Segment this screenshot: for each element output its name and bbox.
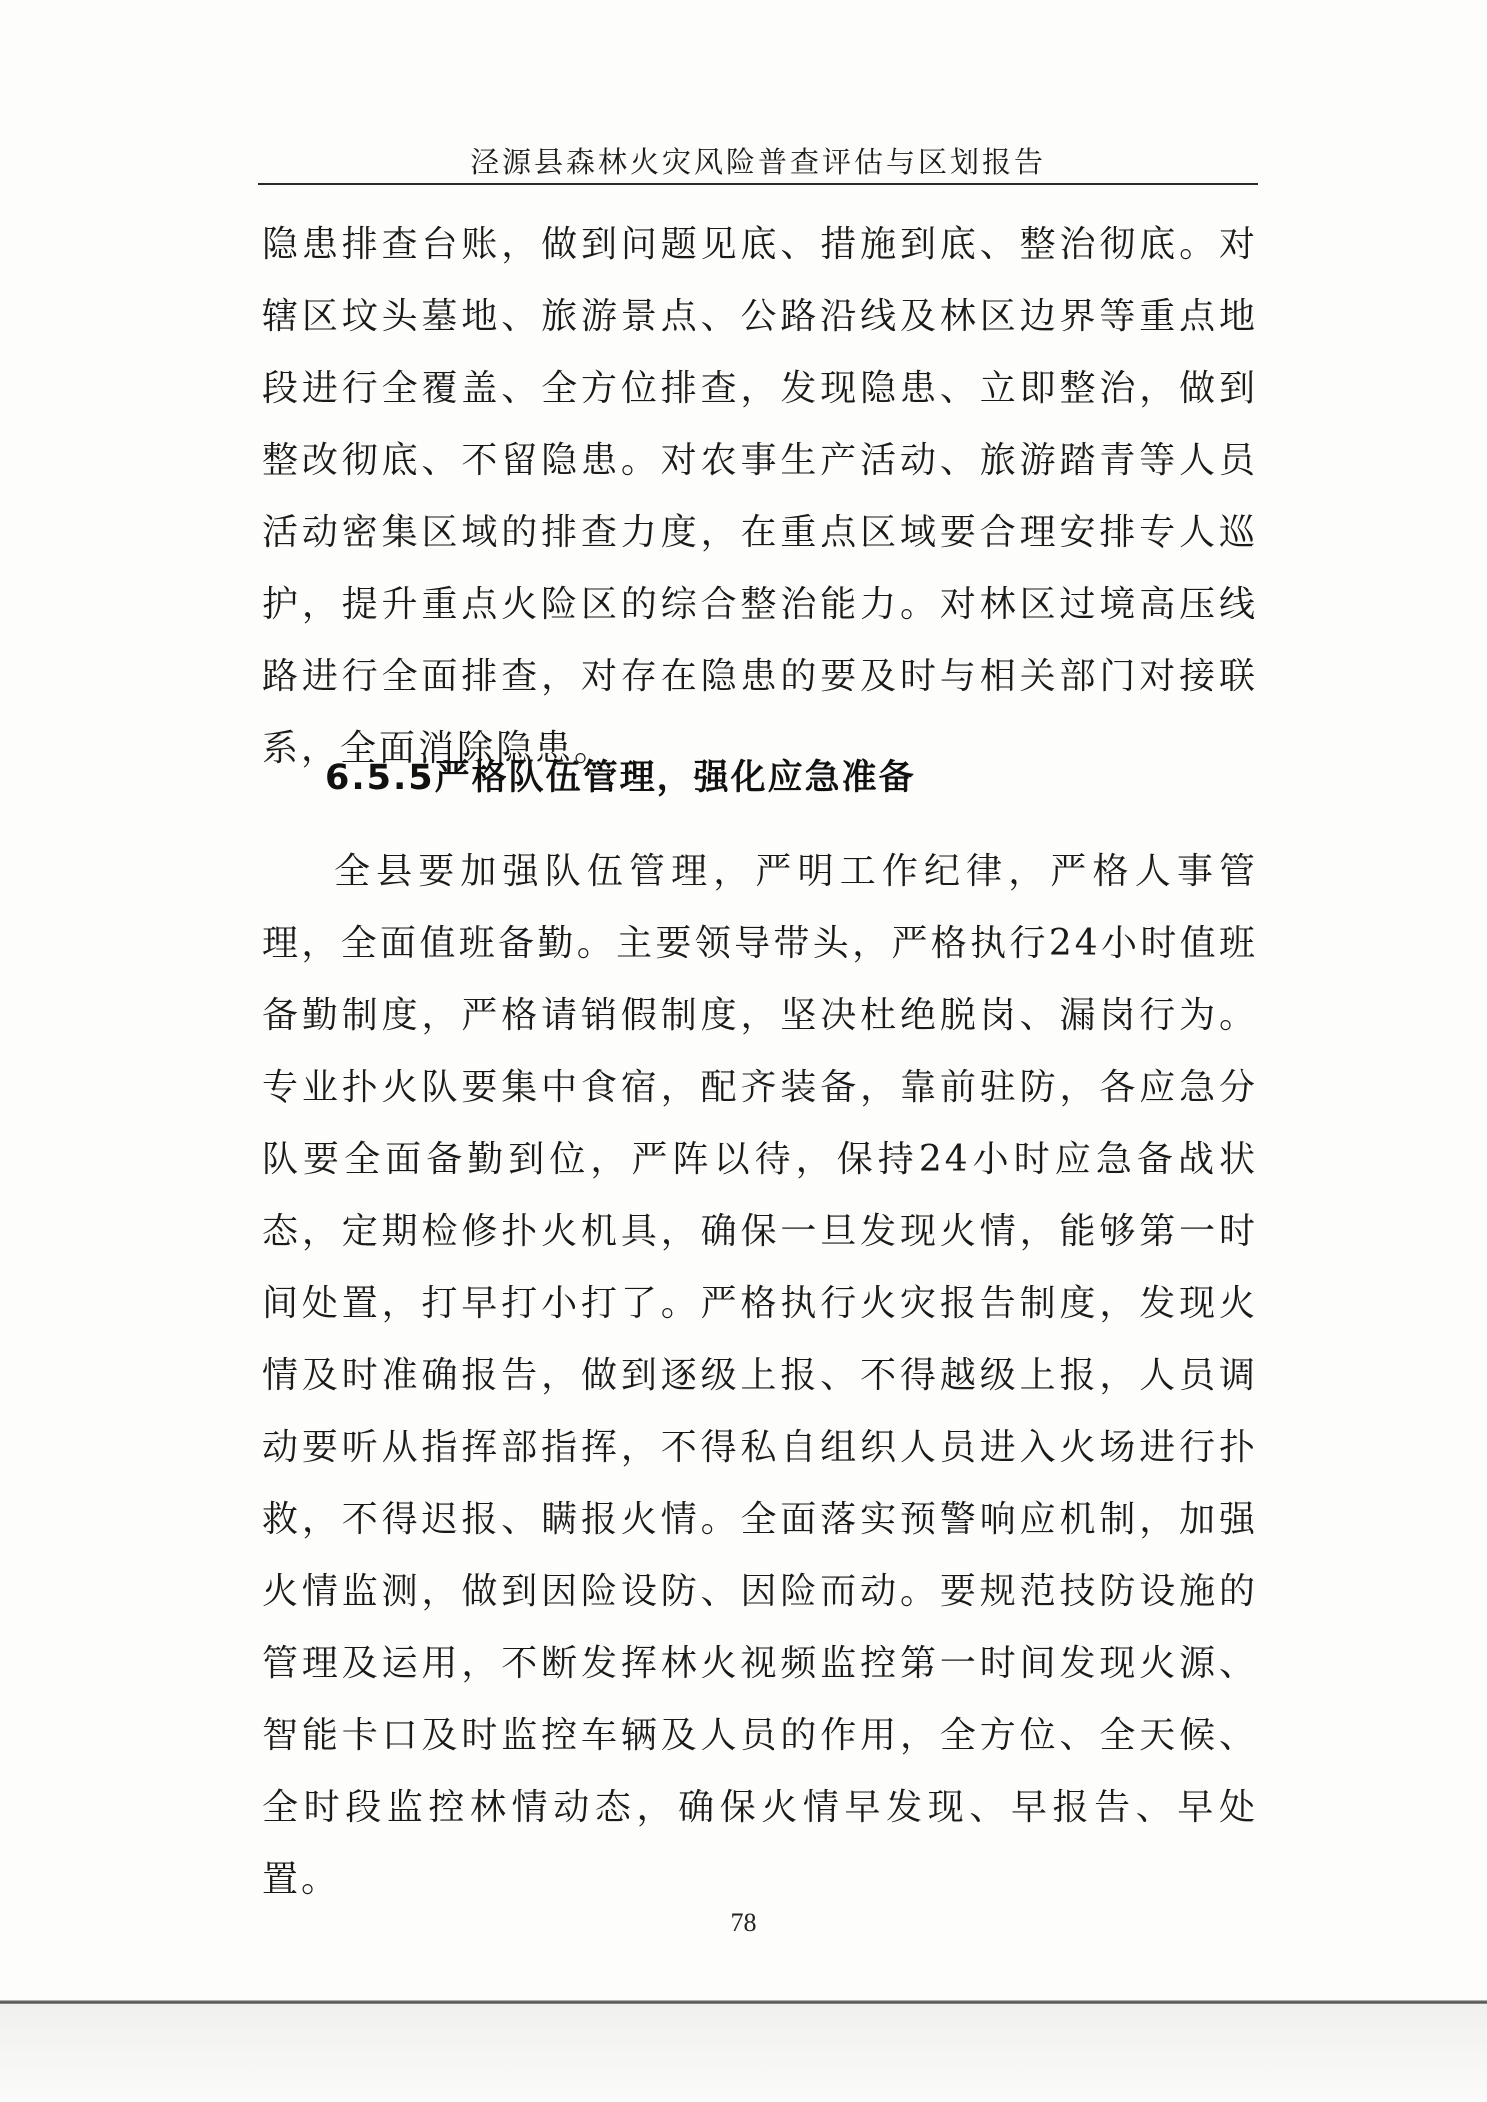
scan-margin — [0, 2004, 1487, 2102]
page-number: 78 — [730, 1908, 757, 1937]
header-divider — [258, 183, 1258, 185]
section-heading: 6.5.5严格队伍管理，强化应急准备 — [325, 758, 916, 798]
page-header-title: 泾源县森林火灾风险普查评估与区划报告 — [469, 145, 1046, 179]
paragraph-team-management: 全县要加强队伍管理，严明工作纪律，严格人事管理，全面值班备勤。主要领导带头，严格执行24小时值班备勤制度，严格请销假制度，坚决杜绝脱岗、漏岗行为。专业扑火队要集中食宿，配齐装备，靠前驻防，各应急分队要全面备勤到位，严阵以待，保持24小时应急备战状态，定期检修扑火机具，确保一旦发现火情，能够第一时间处置，打早打小打了。严格执行火灾报告制度，发现火情及时准确报告，做到逐级上报、不得越级上报，人员调动要听从指挥部指挥，不得私自组织人员进入火场进行扑救，不得迟报、瞒报火情。全面落实预警响应机制，加强火情监测，做到因险设防、因险而动。要规范技防设施的管理及运用，不断发挥林火视频监控第一时间发现火源、智能卡口及时监控车辆及人员的作用，全方位、全天候、全时段监控林情动态，确保火情早发现、早报告、早处置。 — [262, 851, 1258, 1900]
paragraph-hazard-check: 隐患排查台账，做到问题见底、措施到底、整治彻底。对辖区坟头墓地、旅游景点、公路沿线及林区边界等重点地段进行全覆盖、全方位排查，发现隐患、立即整治，做到整改彻底、不留隐患。对农事生产活动、旅游踏青等人员活动密集区域的排查力度，在重点区域要合理安排专人巡护，提升重点火险区的综合整治能力。对林区过境高压线路进行全面排查，对存在隐患的要及时与相关部门对接联系，全面消除隐患。 — [262, 224, 1258, 769]
